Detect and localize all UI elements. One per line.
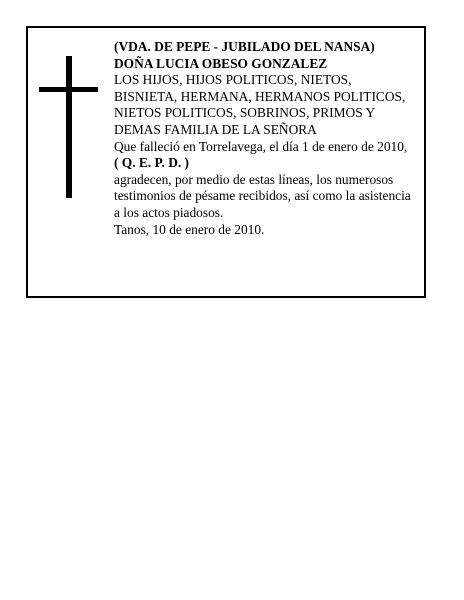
family-line: NIETOS POLITICOS, SOBRINOS, PRIMOS Y [114,105,376,121]
obituary-notice [26,26,426,298]
deceased-name: DOÑA LUCIA OBESO GONZALEZ [114,55,328,71]
family-line: BISNIETA, HERMANA, HERMANOS POLITICOS, [114,88,406,104]
death-line: Que falleció en Torrelavega, el día 1 de enero de 2010, [114,138,408,154]
thanks-line: agradecen, por medio de estas líneas, los numerosos [114,171,394,187]
header-line: (VDA. DE PEPE - JUBILADO DEL NANSA) [114,39,375,54]
place-date-line: Tanos, 10 de enero de 2010. [114,221,265,237]
thanks-line: a los actos piadosos. [114,204,224,220]
cross-vertical-bar [66,56,72,198]
family-line: LOS HIJOS, HIJOS POLITICOS, NIETOS, [114,72,352,88]
family-line: DEMAS FAMILIA DE LA SEÑORA [114,121,317,137]
thanks-line: testimonios de pésame recibidos, así como la asistencia [114,188,411,204]
cross-horizontal-bar [39,87,98,92]
rip-line: ( Q. E. P. D. ) [114,155,190,171]
notice-text [114,39,424,238]
